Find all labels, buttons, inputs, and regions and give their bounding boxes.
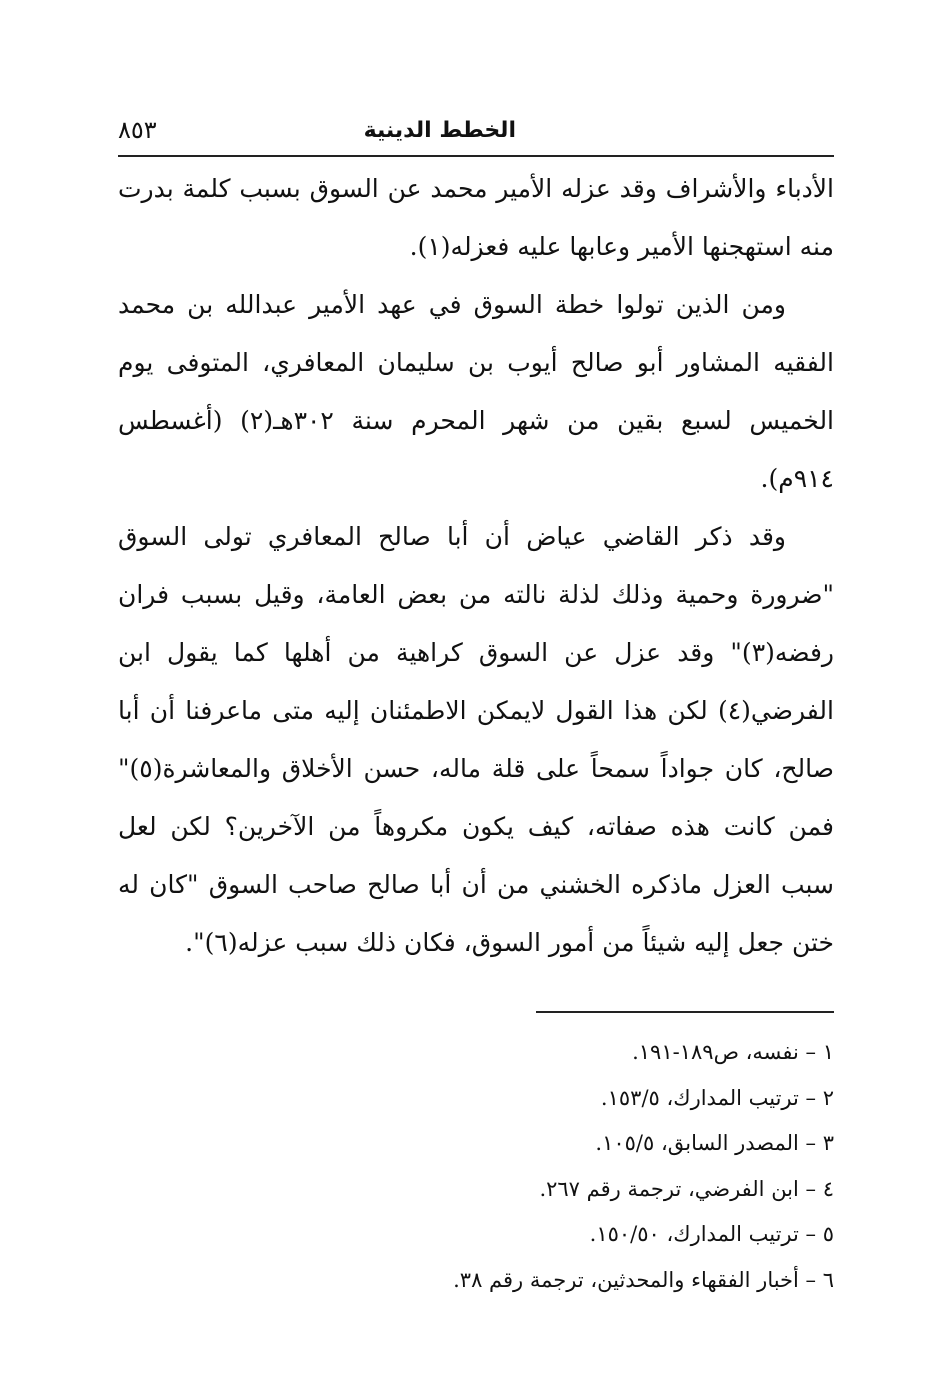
footnote-1: ١ – نفسه، ص١٨٩-١٩١. [632,1040,834,1064]
paragraph-1: الأدباء والأشراف وقد عزله الأمير محمد عن السوق بسبب كلمة بدرت منه استهجنها الأمير وعابها عليه فعزله(١). [118,174,834,261]
header-divider [118,155,834,157]
footnote-5: ٥ – ترتيب المدارك، ١٥٠/٥٠. [589,1222,834,1246]
footnotes-list [234,1030,834,1303]
footnote-divider [536,1011,834,1013]
running-header [118,112,834,156]
footnote-4: ٤ – ابن الفرضي، ترجمة رقم ٢٦٧. [539,1176,834,1201]
header-title: الخطط الدينية [363,118,516,143]
main-text [118,160,834,972]
paragraph-2: ومن الذين تولوا خطة السوق في عهد الأمير عبدالله بن محمد الفقيه المشاور أبو صالح أيوب بن سليمان المعافري، المتوفى يوم الخميس لسبع بقين من شهر المحرم سنة ٣٠٢هـ(٢) (أغسطس ٩١٤م). [118,290,835,493]
footnote-3: ٣ – المصدر السابق، ١٠٥/٥. [595,1131,834,1155]
footnote-6: ٦ – أخبار الفقهاء والمحدثين، ترجمة رقم ٣٨. [453,1267,834,1292]
paragraph-3: وقد ذكر القاضي عياض أن أبا صالح المعافري تولى السوق "ضرورة وحمية وذلك لذلة نالته من بعض العامة، وقيل بسبب فران رفضه(٣)" وقد عزل عن السوق كراهية من أهلها كما يقول ابن الفرضي(٤) لكن هذا القول لايمكن الاطمئنان إليه متى ماعرفنا أن أبا صالح، كان جواداً سمحاً على قلة ماله، حسن الأخلاق والمعاشرة(٥)" فمن كانت هذه صفاته، كيف يكون مكروهاً من الآخرين؟ لكن لعل سبب العزل ماذكره الخشني من أن أبا صالح صاحب السوق "كان له ختن جعل إليه شيئاً من أمور السوق، فكان ذلك سبب عزله(٦)". [118,522,834,957]
page-number: ٨٥٣ [118,116,157,144]
footnote-2: ٢ – ترتيب المدارك، ١٥٣/٥. [600,1085,834,1110]
